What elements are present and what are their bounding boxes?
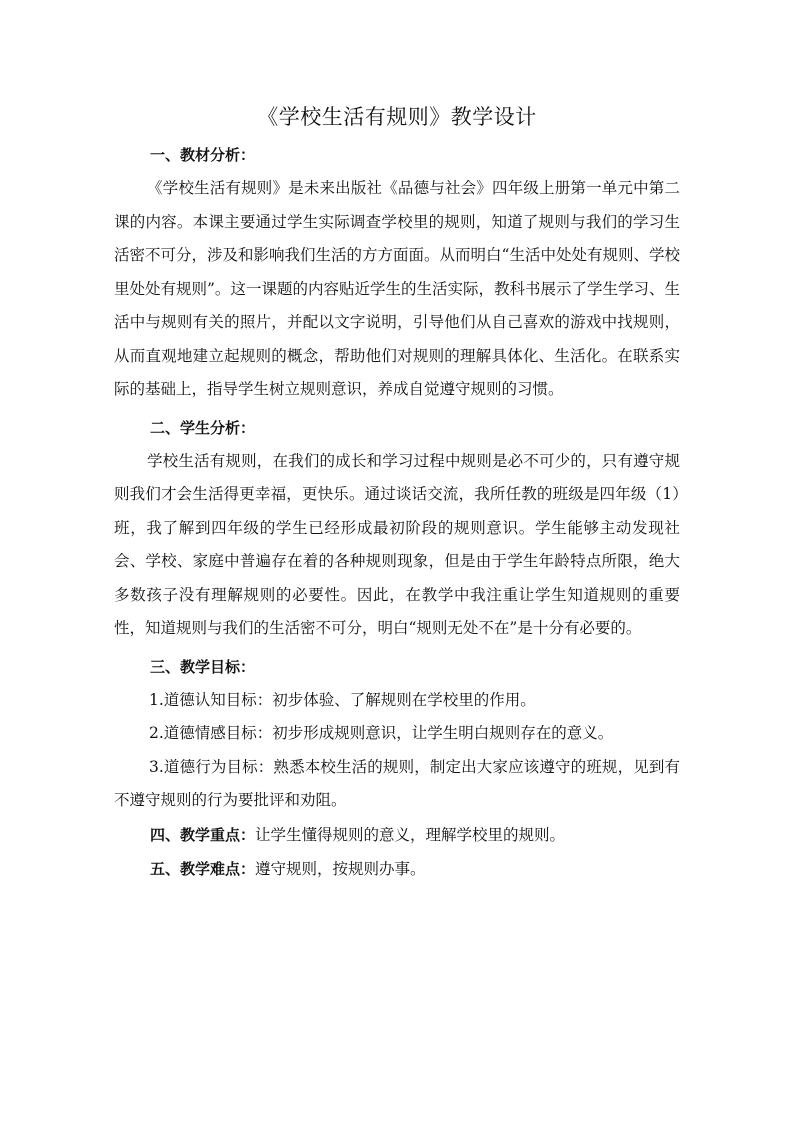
teaching-difficulties [114,852,680,886]
document-content [114,100,680,886]
difficulties-text: 遵守规则，按规则办事。 [255,859,426,878]
textbook-analysis-paragraph: 《学校生活有规则》是未来出版社《品德与社会》四年级上册第一单元中第二课的内容。本课主要通过学生实际调查学校里的规则，知道了规则与我们的学习生活密不可分，涉及和影响我们生活的方方面面。从而明白“生活中处处有规则、学校里处处有规则”。这一课题的内容贴近学生的生活实际，教科书展示了学生学习、生活中与规则有关的照片，并配以文字说明，引导他们从自己喜欢的游戏中找规则，从而直观地建立起规则的概念，帮助他们对规则的理解具体化、生活化。在联系实际的基础上，指导学生树立规则意识，养成自觉遵守规则的习惯。 [114,179,680,398]
section-heading-difficulties: 五、教学难点： [150,859,256,878]
teaching-goal-emotional: 2.道德情感目标：初步形成规则意识，让学生明白规则存在的意义。 [149,724,614,742]
section-heading-student-analysis: 二、学生分析： [150,418,256,437]
section-heading-key-points: 四、教学重点： [150,825,256,844]
teaching-key-points [114,818,680,852]
document-title: 《学校生活有规则》教学设计 [257,105,537,129]
teaching-goal-cognitive: 1.道德认知目标：初步体验、了解规则在学校里的作用。 [149,690,536,709]
key-points-text: 让学生懂得规则的意义，理解学校里的规则。 [255,825,566,844]
teaching-goal-behavioral: 3.道德行为目标：熟悉本校生活的规则，制定出大家应该遵守的班规，见到有不遵守规则的行为要批评和劝阻。 [114,757,680,809]
section-heading-textbook-analysis: 一、教材分析： [150,146,256,164]
section-heading-teaching-goals: 三、教学目标： [150,657,256,676]
student-analysis-paragraph: 学校生活有规则，在我们的成长和学习过程中规则是必不可少的，只有遵守规则我们才会生活得更幸福，更快乐。通过谈话交流，我所任教的班级是四年级（1）班，我了解到四年级的学生已经形成最初阶段的规则意识。学生能够主动发现社会、学校、家庭中普遍存在着的各种规则现象，但是由于学生年龄特点所限，绝大多数孩子没有理解规则的必要性。因此，在教学中我注重让学生知道规则的重要性，知道规则与我们的生活密不可分，明白“规则无处不在”是十分有必要的。 [114,451,680,637]
